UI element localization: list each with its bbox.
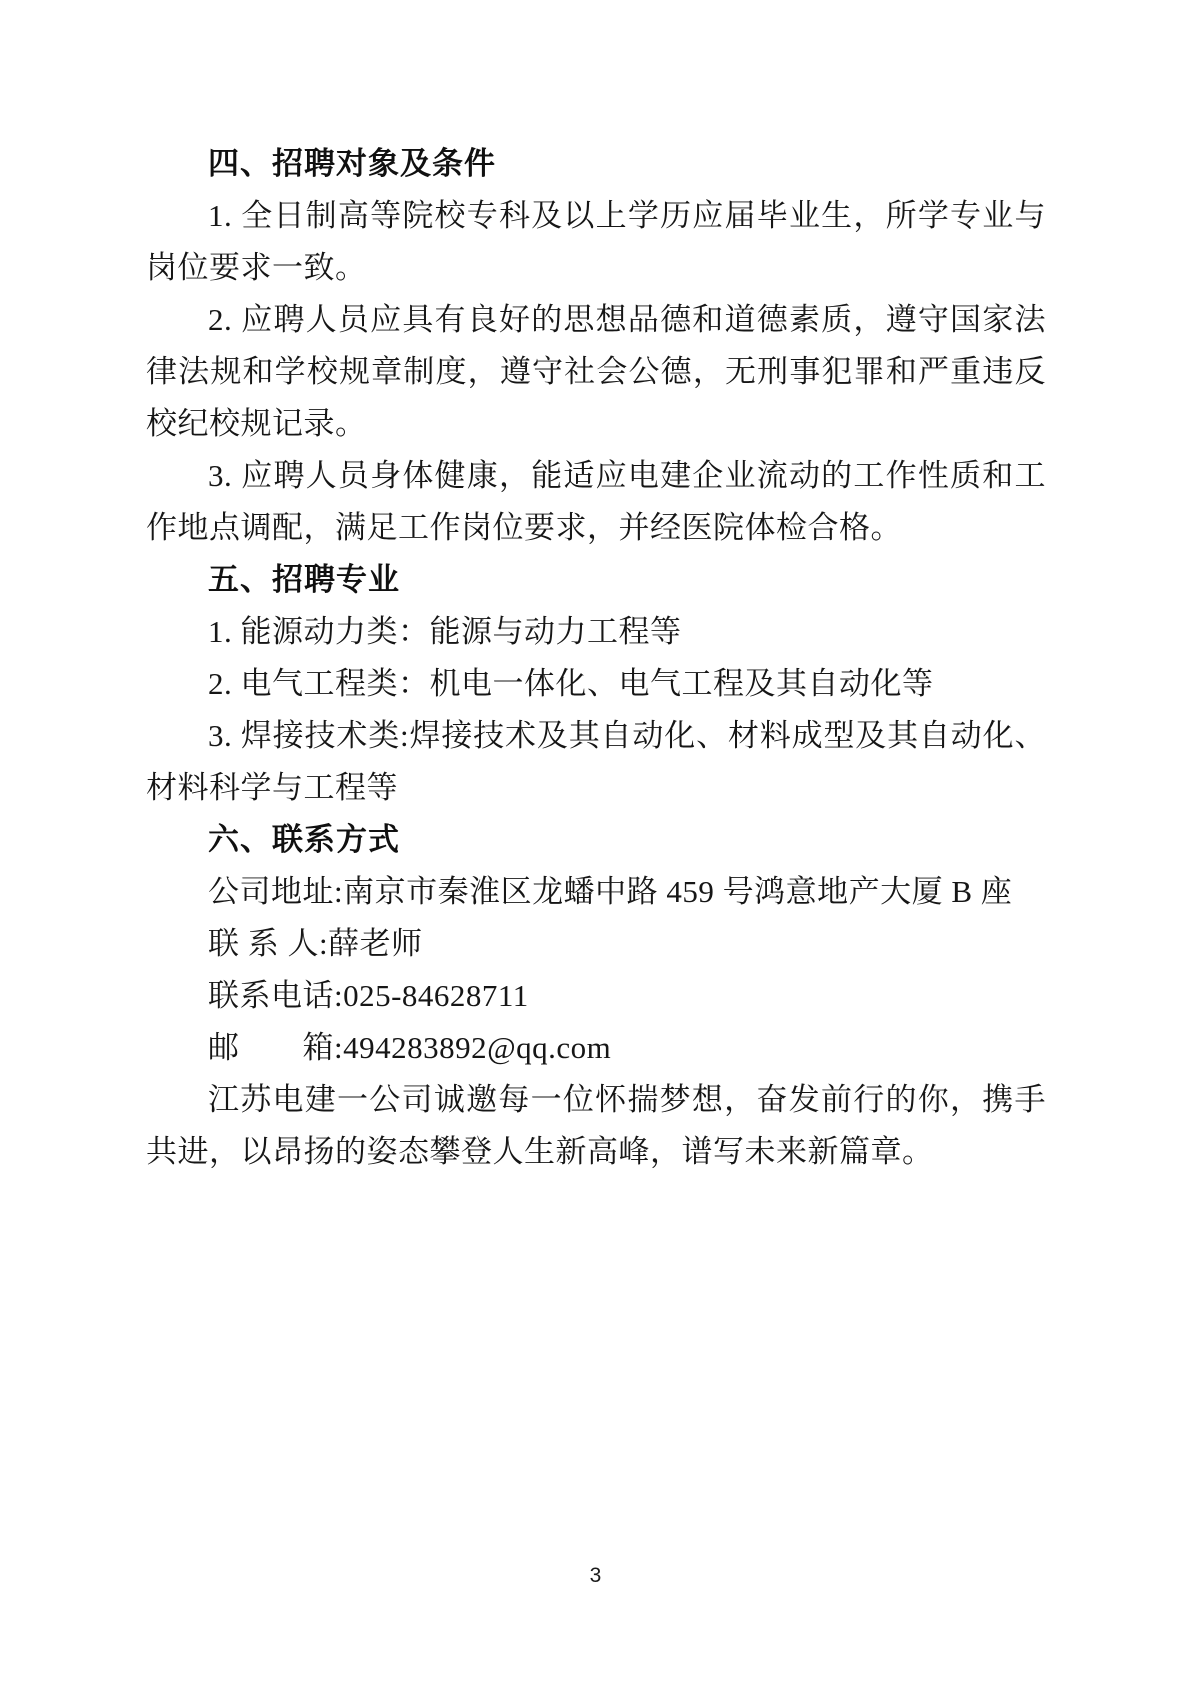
paragraph-condition-1: 1. 全日制高等院校专科及以上学历应届毕业生，所学专业与岗位要求一致。 bbox=[146, 198, 1046, 285]
paragraph-condition-3: 3. 应聘人员身体健康，能适应电建企业流动的工作性质和工作地点调配，满足工作岗位要求，并经医院体检合格。 bbox=[146, 458, 1046, 545]
document-body bbox=[146, 138, 1046, 1178]
section-heading-recruitment-majors: 五、招聘专业 bbox=[208, 562, 400, 597]
paragraph-condition-2: 2. 应聘人员应具有良好的思想品德和道德素质，遵守国家法律法规和学校规章制度，遵守社会公德，无刑事犯罪和严重违反校纪校规记录。 bbox=[146, 302, 1046, 441]
page-footer bbox=[0, 1564, 1191, 1588]
paragraph-major-3: 3. 焊接技术类:焊接技术及其自动化、材料成型及其自动化、材料科学与工程等 bbox=[146, 718, 1046, 805]
section-heading-contact-info: 六、联系方式 bbox=[208, 822, 400, 857]
paragraph-company-address: 公司地址:南京市秦淮区龙蟠中路 459 号鸿意地产大厦 B 座 bbox=[208, 874, 1013, 909]
paragraph-contact-person: 联 系 人:薛老师 bbox=[208, 926, 423, 961]
section-heading-recruitment-targets: 四、招聘对象及条件 bbox=[208, 146, 496, 181]
paragraph-major-2: 2. 电气工程类：机电一体化、电气工程及其自动化等 bbox=[208, 666, 934, 701]
paragraph-contact-email: 邮 箱:494283892@qq.com bbox=[208, 1030, 612, 1065]
paragraph-major-1: 1. 能源动力类：能源与动力工程等 bbox=[208, 614, 682, 649]
paragraph-closing-invitation: 江苏电建一公司诚邀每一位怀揣梦想，奋发前行的你，携手共进，以昂扬的姿态攀登人生新高峰，谱写未来新篇章。 bbox=[146, 1082, 1046, 1169]
page-number: 3 bbox=[589, 1564, 602, 1587]
paragraph-contact-phone: 联系电话:025-84628711 bbox=[208, 978, 529, 1013]
